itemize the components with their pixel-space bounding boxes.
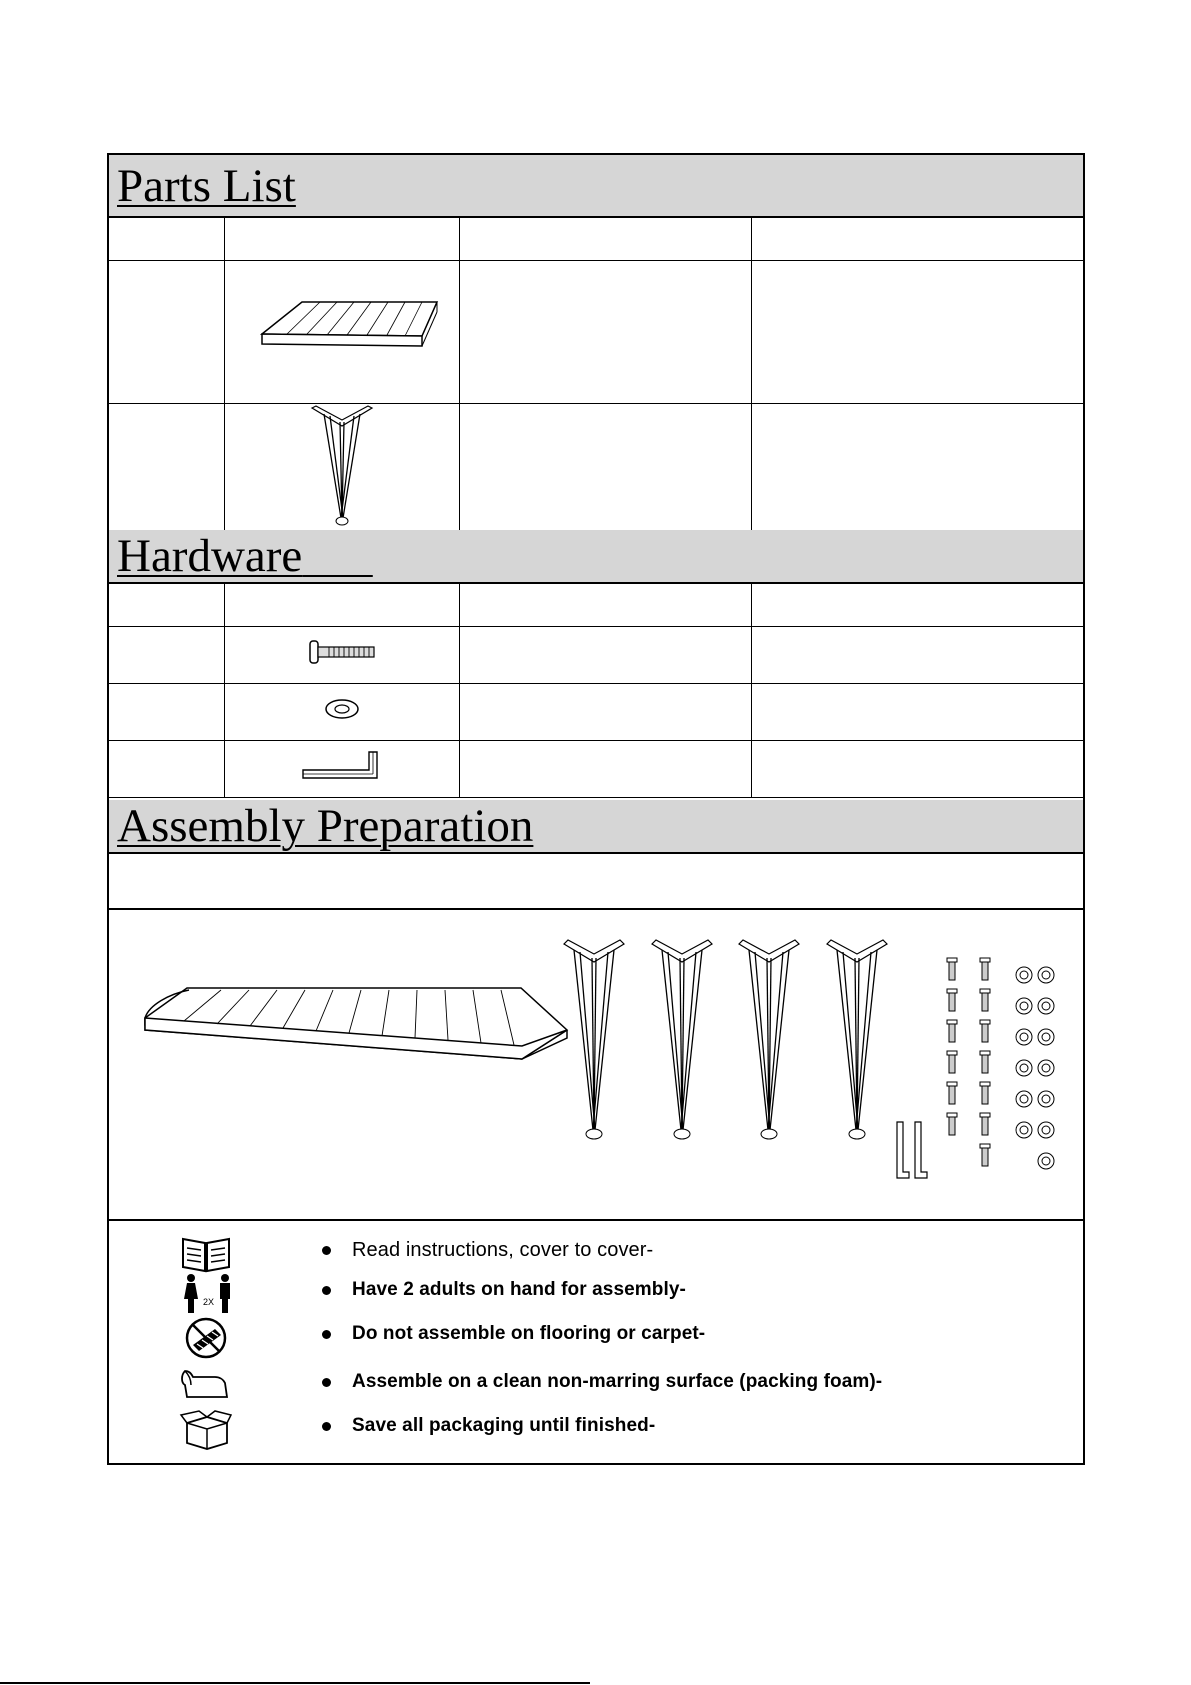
no-carpet-icon — [179, 1317, 233, 1359]
bullet — [322, 1422, 331, 1431]
all-parts-illustration — [109, 910, 1083, 1221]
table-row — [109, 683, 1083, 740]
tip-clean-surface — [179, 1365, 1079, 1405]
tip-two-adults — [179, 1273, 1079, 1313]
legs-drawing — [564, 940, 887, 1139]
washer-icon — [322, 697, 362, 721]
hardware-title: Hardware — [117, 530, 303, 582]
bullet — [322, 1286, 331, 1295]
hardware-table — [109, 584, 1083, 798]
hairpin-leg-icon — [302, 404, 382, 528]
tip-save-packaging — [179, 1409, 1079, 1449]
bullet — [322, 1378, 331, 1387]
assembly-preparation-title: Assembly Preparation — [117, 800, 534, 852]
tabletop-icon — [242, 294, 442, 364]
foam-sheet-icon — [179, 1365, 233, 1407]
instruction-sheet — [107, 153, 1085, 1465]
parts-list-header — [109, 155, 1083, 218]
washers-drawing — [1016, 967, 1054, 1169]
bullet — [322, 1246, 331, 1255]
tip-text: Assemble on a clean non-marring surface (packing foam)- — [352, 1371, 883, 1392]
allen-key-icon — [297, 748, 387, 784]
parts-list-title: Parts List — [117, 160, 296, 212]
hardware-table-header-row — [109, 584, 1083, 626]
tip-read-instructions — [179, 1233, 1079, 1273]
box-icon — [179, 1409, 233, 1451]
tabletop-drawing — [145, 988, 567, 1059]
footer-rule — [0, 1682, 590, 1684]
tip-no-carpet — [179, 1317, 1079, 1357]
bolts-drawing — [947, 958, 990, 1166]
two-adults-label: 2X — [203, 1297, 215, 1307]
bolt-icon — [307, 639, 377, 665]
assembly-preparation-bar — [109, 854, 1083, 910]
two-adults-icon — [179, 1273, 233, 1315]
table-row — [109, 403, 1083, 533]
tip-text: Read instructions, cover to cover- — [352, 1239, 654, 1261]
table-row — [109, 740, 1083, 797]
parts-table-header-row — [109, 218, 1083, 260]
open-book-icon — [179, 1233, 233, 1275]
table-row — [109, 626, 1083, 683]
tip-text: Do not assemble on flooring or carpet- — [352, 1323, 706, 1344]
parts-overview-drawing — [109, 910, 1083, 1219]
tip-text: Save all packaging until finished- — [352, 1415, 656, 1436]
parts-table — [109, 218, 1083, 534]
tip-text: Have 2 adults on hand for assembly- — [352, 1279, 686, 1300]
assembly-preparation-header — [109, 800, 1083, 854]
allen-keys-drawing — [897, 1122, 927, 1178]
table-row — [109, 260, 1083, 403]
hardware-header — [109, 530, 1083, 584]
safety-tips — [109, 1221, 1083, 1463]
bullet — [322, 1330, 331, 1339]
